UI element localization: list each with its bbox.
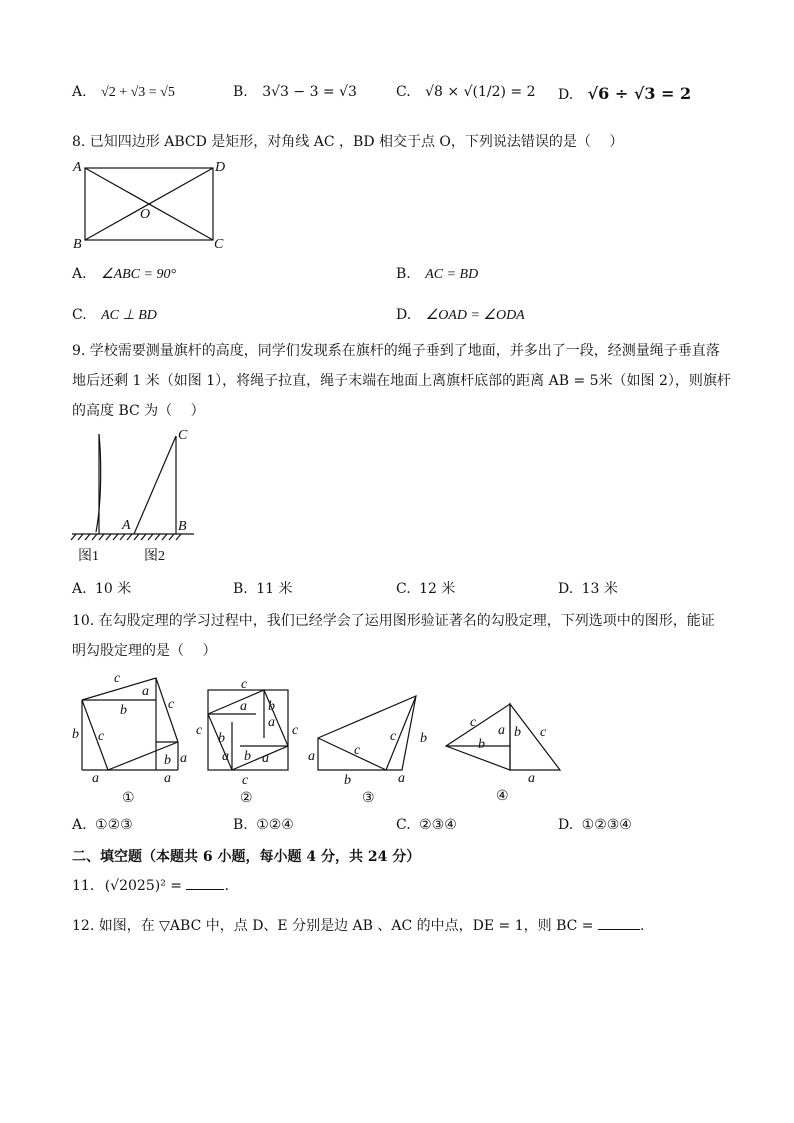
q10-option-b [233,817,294,833]
side-c: c [470,715,477,730]
option-expr: AC ⊥ BD [101,308,157,323]
q10-option-a [72,817,133,833]
option-label: B. [396,266,411,282]
q8-rectangle-figure [70,156,240,252]
outer-top [82,678,178,742]
q9-option-a [72,578,131,598]
q11-expr: (√2025)² = [104,878,182,894]
q12-text: 12. 如图，在 ▽ABC 中，点 D、E 分别是边 AB 、AC 的中点，DE = 1，则 BC = [72,918,594,934]
q10-figure-1 [66,670,190,806]
q12-answer-blank[interactable] [598,929,640,930]
option-label: D. [396,307,412,323]
option-label: D. [558,581,574,597]
label-b: B [73,237,82,252]
side-a: a [308,749,315,764]
caption-3: ③ [362,791,375,806]
q8-option-d [396,307,525,324]
side-a: a [498,723,505,738]
label-b: B [178,519,187,534]
q8-option-c [72,307,157,324]
side-a: a [180,751,187,766]
option-text: ①②③ [95,817,133,833]
side-b: b [344,773,351,788]
q10-line-2: 明勾股定理的是（ ） [72,643,217,659]
q9-line-2: 地后还剩 1 米（如图 1），将绳子拉直，绳子末端在地面上离旗杆底部的距离 AB = 5米（如图 2），则旗杆 [72,373,731,389]
option-expr: √6 ÷ √3 = 2 [587,84,692,103]
option-expr: 3√3 − 3 = √3 [262,84,357,100]
side-a: a [240,699,247,714]
q7-option-d [558,84,691,103]
side-a: a [164,771,171,786]
option-label: A. [72,581,87,597]
option-text: 11 米 [256,581,293,597]
caption-4: ④ [496,789,509,804]
side-a: a [142,684,149,699]
q7-option-b [233,84,357,100]
side-b: b [420,731,427,746]
option-expr: ∠OAD = ∠ODA [425,308,525,323]
option-label: C. [396,84,411,100]
q7-option-a [72,84,175,101]
caption-1: ① [122,791,135,806]
label-c: C [178,428,188,443]
label-c: C [214,237,224,252]
q8-option-a [72,266,176,283]
side-b: b [478,737,485,752]
hanging-rope [96,434,101,532]
side-a: a [222,749,229,764]
side-c: c [241,680,248,692]
label-a: A [73,160,82,175]
option-label: C. [396,817,411,833]
option-label: B. [233,581,248,597]
option-text: 12 米 [419,581,456,597]
rope-ac [134,436,176,534]
caption-2: ② [240,791,253,806]
option-label: C. [396,581,411,597]
option-label: A. [72,266,87,282]
side-b: b [120,703,127,718]
side-c: c [196,723,203,738]
side-c: c [98,729,105,744]
q11-number: 11. [72,878,95,894]
option-label: A. [72,817,87,833]
section-2-title: 二、填空题（本题共 6 小题，每小题 4 分，共 24 分） [72,849,421,865]
label-d: D [215,160,226,175]
option-label: D. [558,87,574,103]
option-label: D. [558,817,574,833]
side-a: a [268,715,275,730]
q9-flagpole-figure [70,426,210,568]
q8-stem: 8. 已知四边形 ABCD 是矩形，对角线 AC ，BD 相交于点 O，下列说法错误的是（ ） [72,134,624,150]
caption-fig2: 图2 [144,549,165,564]
q11-end: . [224,878,229,894]
q10-option-d [558,817,632,833]
q10-figure-4 [440,700,566,806]
option-label: C. [72,307,87,323]
option-label: A. [72,84,87,100]
option-expr: AC = BD [425,267,479,282]
side-b: b [218,731,225,746]
side-b: b [164,753,171,768]
q12-end: . [640,918,645,934]
option-text: ①②③④ [581,817,632,833]
side-b: b [244,749,251,764]
option-text: 10 米 [95,581,132,597]
side-c: c [168,697,175,712]
option-label: B. [233,84,248,100]
side-c: c [242,773,249,788]
side-b: b [72,727,79,742]
q8-option-b [396,266,478,283]
q9-line-3: 的高度 BC 为（ ） [72,403,205,419]
side-c: c [390,729,397,744]
option-text: 13 米 [581,581,618,597]
q9-line-1: 9. 学校需要测量旗杆的高度，同学们发现系在旗杆的绳子垂到了地面，并多出了一段，经测量绳子垂直落 [72,343,720,359]
q10-line-1: 10. 在勾股定理的学习过程中，我们已经学会了运用图形验证著名的勾股定理，下列选项中的图形，能证 [72,613,715,629]
option-label: B. [233,817,248,833]
option-expr: ∠ABC = 90° [101,267,177,282]
q9-option-c [396,578,455,598]
q11 [72,878,229,894]
ground-hatching [71,534,181,540]
option-text: ②③④ [419,817,457,833]
side-a: a [262,751,269,766]
label-a: A [122,518,131,533]
side-b: b [514,725,521,740]
side-c: c [354,743,361,758]
option-text: ①②④ [256,817,294,833]
option-expr: √8 × √(1/2) = 2 [425,84,536,100]
q10-figure-3 [304,690,434,806]
q10-option-c [396,817,457,833]
q9-option-b [233,578,292,598]
side-c: c [540,725,547,740]
q11-answer-blank[interactable] [186,889,224,890]
option-expr: √2 + √3 = √5 [101,85,175,100]
side-a: a [528,771,535,786]
side-b: b [268,699,275,714]
q10-figure-2 [196,680,306,806]
q7-option-c [396,84,536,100]
hyp-left [318,738,386,770]
caption-fig1: 图1 [78,549,99,564]
label-o: O [140,207,151,222]
side-c: c [114,671,121,686]
q12 [72,915,644,935]
side-a: a [398,771,405,786]
side-c: c [292,723,299,738]
q9-option-d [558,578,618,598]
side-a: a [92,771,99,786]
